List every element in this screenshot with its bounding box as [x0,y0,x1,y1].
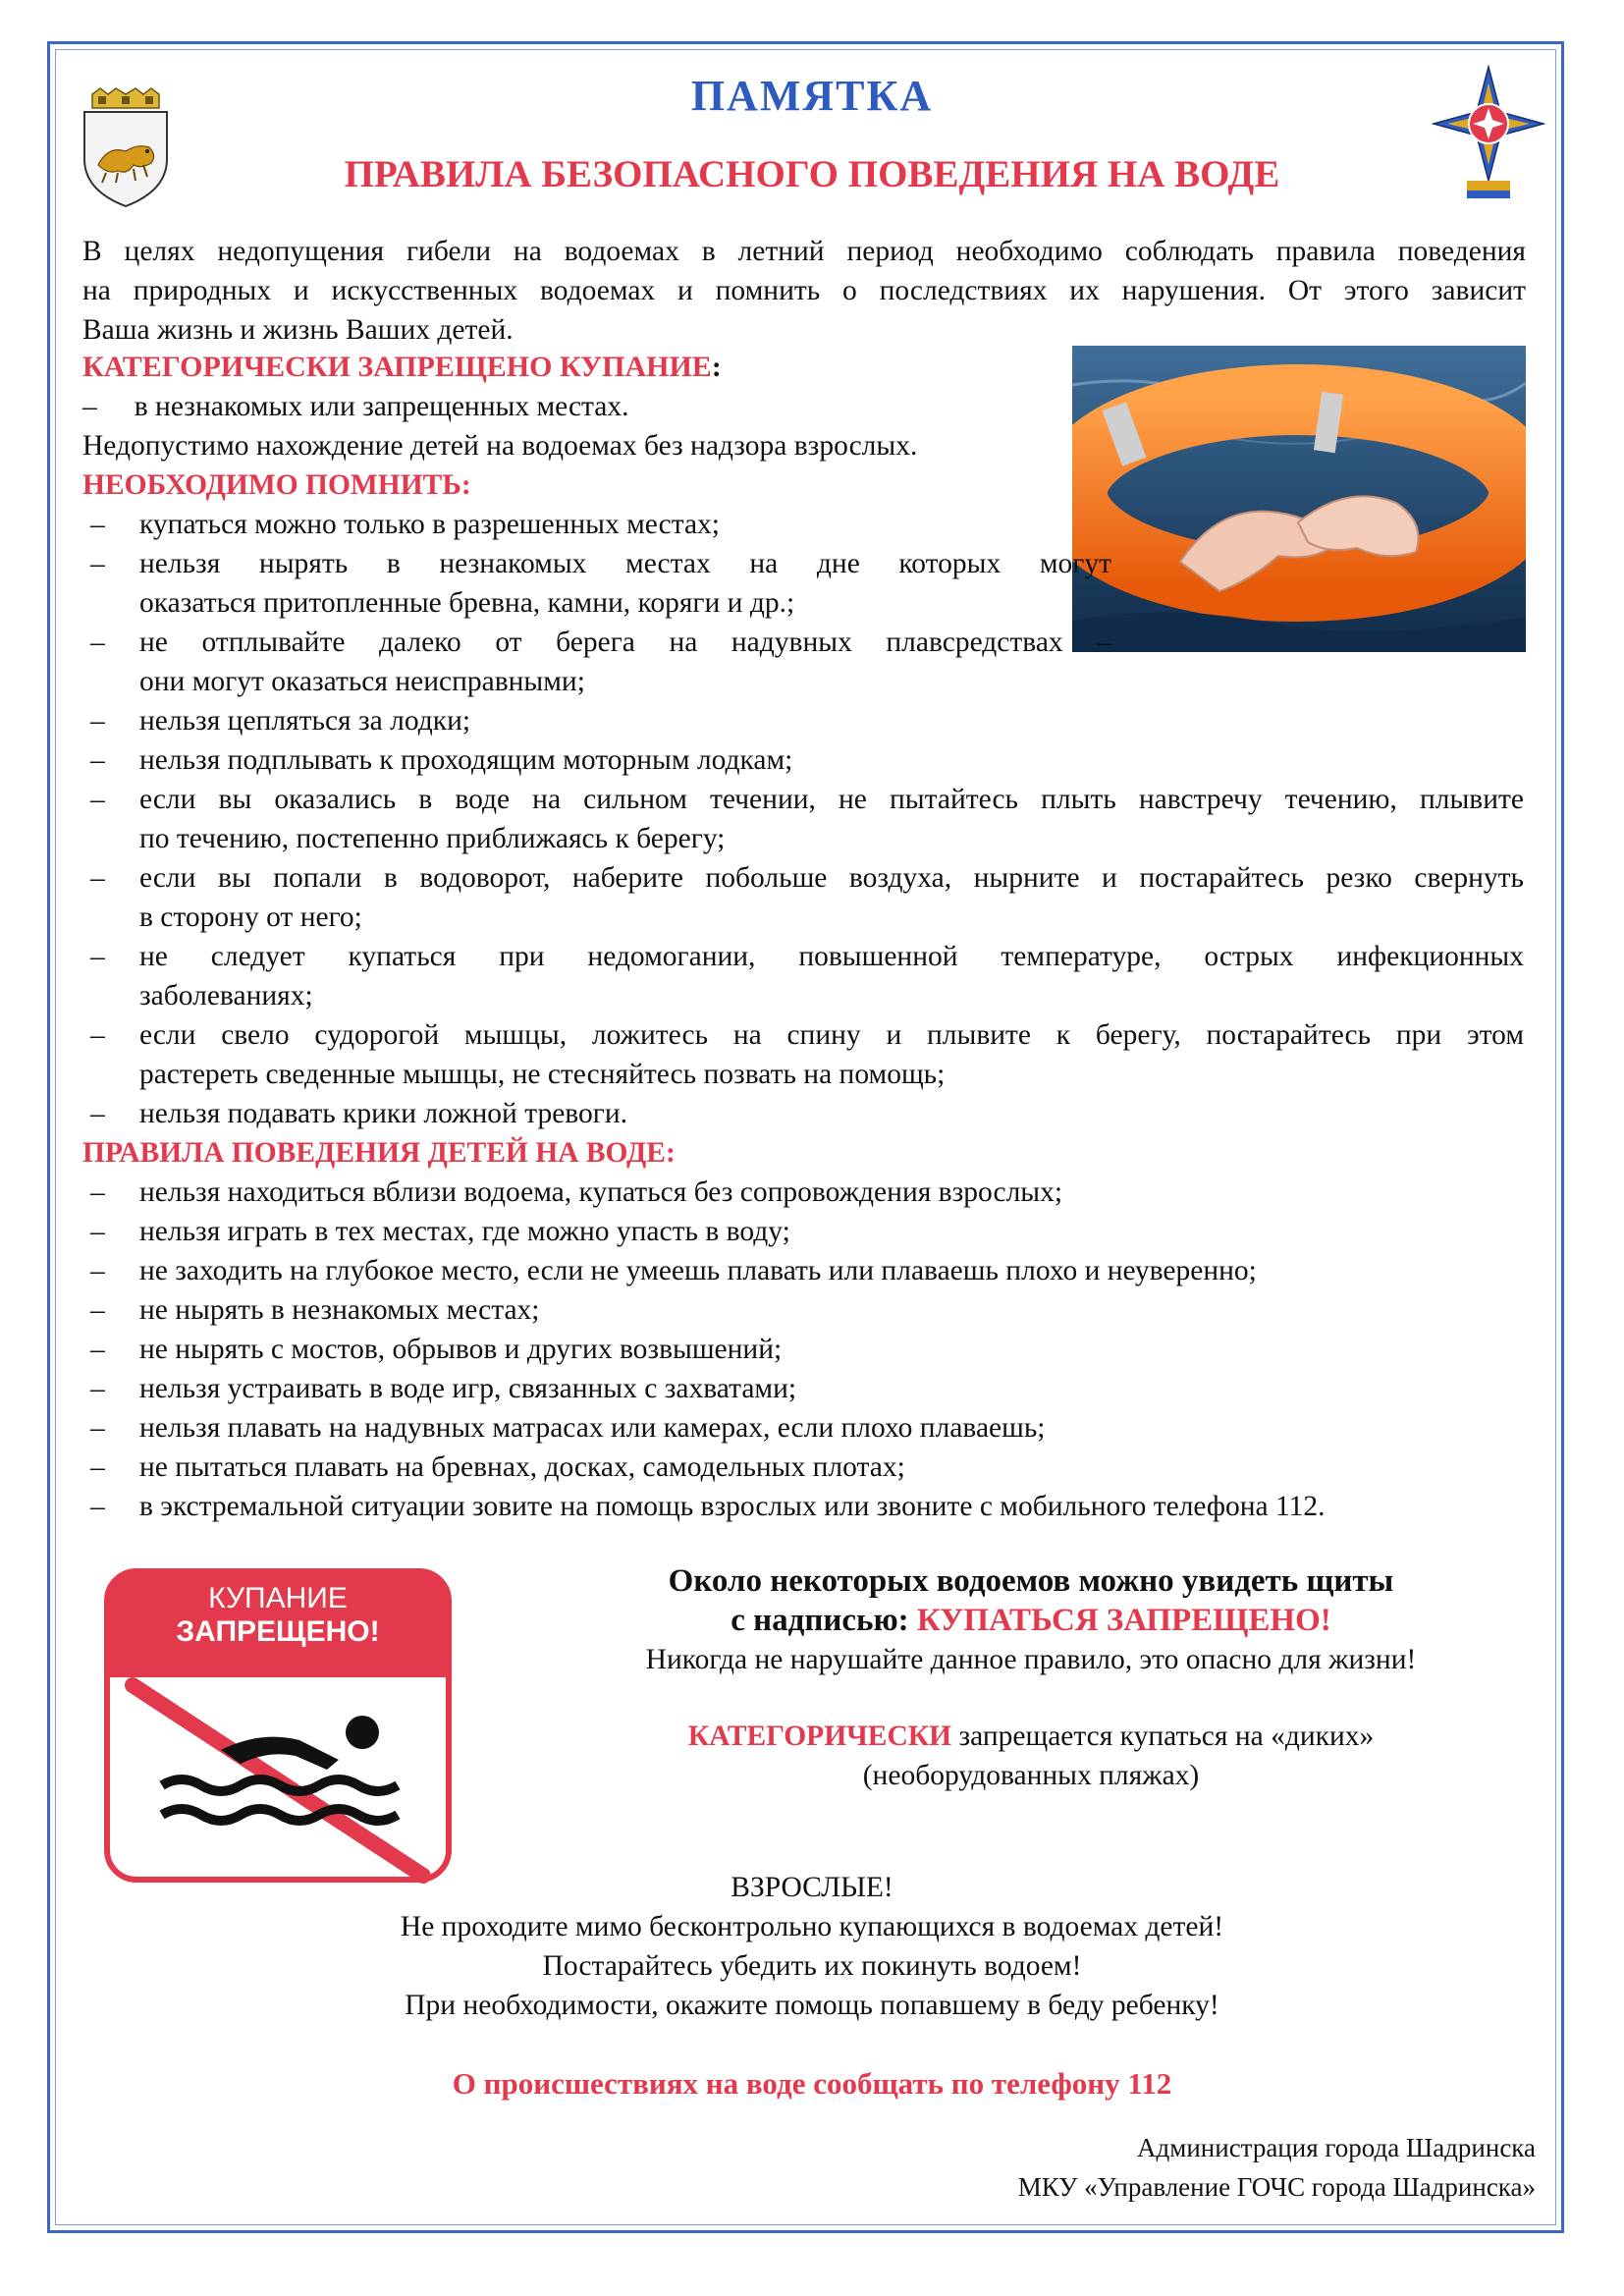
remember-item-line: нельзя подплывать к проходящим моторным лодкам; [139,744,793,776]
warning-block [530,1561,1532,1795]
dash-marker: – [90,705,105,737]
adults-block [0,1868,1624,2025]
intro-line: В целях недопущения гибели на водоемах в летний период необходимо соблюдать правила поведения [82,236,1526,267]
children-rule-text: нельзя плавать на надувных матрасах или камерах, если плохо плаваешь; [139,1412,1046,1444]
remember-item-line: если свело судорогой мышцы, ложитесь на спину и плывите к берегу, постарайтесь при этом [139,1019,1524,1051]
dash-marker: – [90,1176,105,1208]
dash-marker: – [90,1373,105,1404]
children-rule-text: нельзя играть в тех местах, где можно упасть в воду; [139,1216,790,1247]
remember-item-line: нельзя подавать крики ложной тревоги. [139,1098,628,1129]
remember-item-line: они могут оказаться неисправными; [139,666,585,697]
adults-line-4: При необходимости, окажите помощь попавшему в беду ребенку! [405,1990,1219,2021]
dash-marker: – [90,1216,105,1247]
dash-marker: – [90,1019,105,1051]
remember-item-line: нельзя нырять в незнакомых местах на дне которых могут [139,548,1111,579]
dash-marker: – [90,548,105,579]
forbidden-note: Недопустимо нахождение детей на водоемах без надзора взрослых. [82,430,918,462]
warning-line-2-prefix: с надписью: [731,1603,917,1638]
dash-marker: – [90,627,105,658]
warning-line-2 [530,1601,1532,1640]
remember-item-line: если вы оказались в воде на сильном течении, не пытайтесь плыть навстречу течению, плывите [139,784,1524,815]
dash-marker: – [90,1412,105,1444]
dash-marker: – [82,391,97,422]
dash-marker: – [90,1098,105,1129]
forbidden-item [82,387,629,426]
dash-marker: – [90,1294,105,1326]
page-subtitle: ПРАВИЛА БЕЗОПАСНОГО ПОВЕДЕНИЯ НА ВОДЕ [344,153,1280,195]
children-rule-text: не нырять с мостов, обрывов и других возвышений; [139,1334,783,1365]
dash-marker: – [90,784,105,815]
remember-item-line: растереть сведенные мышцы, не стесняйтесь позвать на помощь; [139,1059,946,1090]
remember-item-line: не отплывайте далеко от берега на надувных плавсредствах – [139,627,1111,658]
dash-marker: – [90,744,105,776]
dash-marker: – [90,509,105,540]
forbidden-heading-colon: : [711,352,722,383]
remember-item-line: не следует купаться при недомогании, повышенной температуре, острых инфекционных [139,941,1524,972]
intro-paragraph [82,232,1526,350]
remember-item-line: купаться можно только в разрешенных местах; [139,509,720,540]
remember-item-line: оказаться притопленные бревна, камни, коряги и др.; [139,587,795,619]
adults-line-3: Постарайтесь убедить их покинуть водоем! [542,1950,1082,1982]
forbidden-heading [82,348,722,387]
intro-line: Ваша жизнь и жизнь Ваших детей. [82,314,514,346]
warning-line-4 [530,1717,1532,1756]
remember-item-line: по течению, постепенно приближаясь к берегу; [139,823,726,854]
warning-line-2-emphasis: КУПАТЬСЯ ЗАПРЕЩЕНО! [916,1603,1331,1638]
sign-line-2: ЗАПРЕЩЕНО! [176,1615,380,1648]
dash-marker: – [90,1255,105,1286]
children-heading: ПРАВИЛА ПОВЕДЕНИЯ ДЕТЕЙ НА ВОДЕ: [82,1137,676,1169]
warning-line-5: (необорудованных пляжах) [862,1760,1200,1791]
signature-line-1: Администрация города Шадринска [1137,2133,1536,2162]
dash-marker: – [90,1334,105,1365]
children-rule-text: нельзя устраивать в воде игр, связанных с захватами; [139,1373,797,1404]
sign-line-1: КУПАНИЕ [208,1582,348,1614]
remember-item-line: нельзя цепляться за лодки; [139,705,471,737]
children-rule-text: не пытаться плавать на бревнах, досках, самодельных плотах; [139,1451,905,1483]
signature-line-2: МКУ «Управление ГОЧС города Шадринска» [1017,2172,1536,2202]
dash-marker: – [90,862,105,894]
adults-line-1: ВЗРОСЛЫЕ! [731,1872,893,1903]
children-rule-text: не заходить на глубокое место, если не умеешь плавать или плаваешь плохо и неуверенно; [139,1255,1257,1286]
remember-heading: НЕОБХОДИМО ПОМНИТЬ: [82,469,471,501]
forbidden-item-text: в незнакомых или запрещенных местах. [134,391,629,422]
dash-marker: – [90,941,105,972]
forbidden-heading-text: КАТЕГОРИЧЕСКИ ЗАПРЕЩЕНО КУПАНИЕ [82,351,712,383]
dash-marker: – [90,1491,105,1522]
remember-item-line: если вы попали в водоворот, наберите побольше воздуха, нырните и постарайтесь резко свернуть [139,862,1524,894]
warning-line-4-emphasis: КАТЕГОРИЧЕСКИ [687,1721,952,1752]
adults-line-2: Не проходите мимо бесконтрольно купающихся в водоемах детей! [400,1911,1224,1942]
warning-line-3: Никогда не нарушайте данное правило, это опасно для жизни! [645,1644,1417,1675]
warning-line-4-text: запрещается купаться на «диких» [951,1721,1375,1752]
life-buoy-photo [1072,346,1526,652]
children-rule-text: в экстремальной ситуации зовите на помощь взрослых или звоните с мобильного телефона 112. [139,1491,1326,1522]
remember-item-line: заболеваниях; [139,980,313,1011]
children-rule-text: нельзя находиться вблизи водоема, купаться без сопровождения взрослых; [139,1176,1063,1208]
remember-item-line: в сторону от него; [139,902,362,933]
intro-line: на природных и искусственных водоемах и помнить о последствиях их нарушения. От этого зависит [82,275,1526,306]
children-rule-text: не нырять в незнакомых местах; [139,1294,540,1326]
warning-line-1: Около некоторых водоемов можно увидеть щиты [668,1563,1394,1599]
dash-marker: – [90,1451,105,1483]
sign-text [103,1582,453,1649]
page-title: ПАМЯТКА [690,72,934,120]
emergency-phone-notice: О происшествиях на воде сообщать по телефону 112 [452,2066,1172,2101]
